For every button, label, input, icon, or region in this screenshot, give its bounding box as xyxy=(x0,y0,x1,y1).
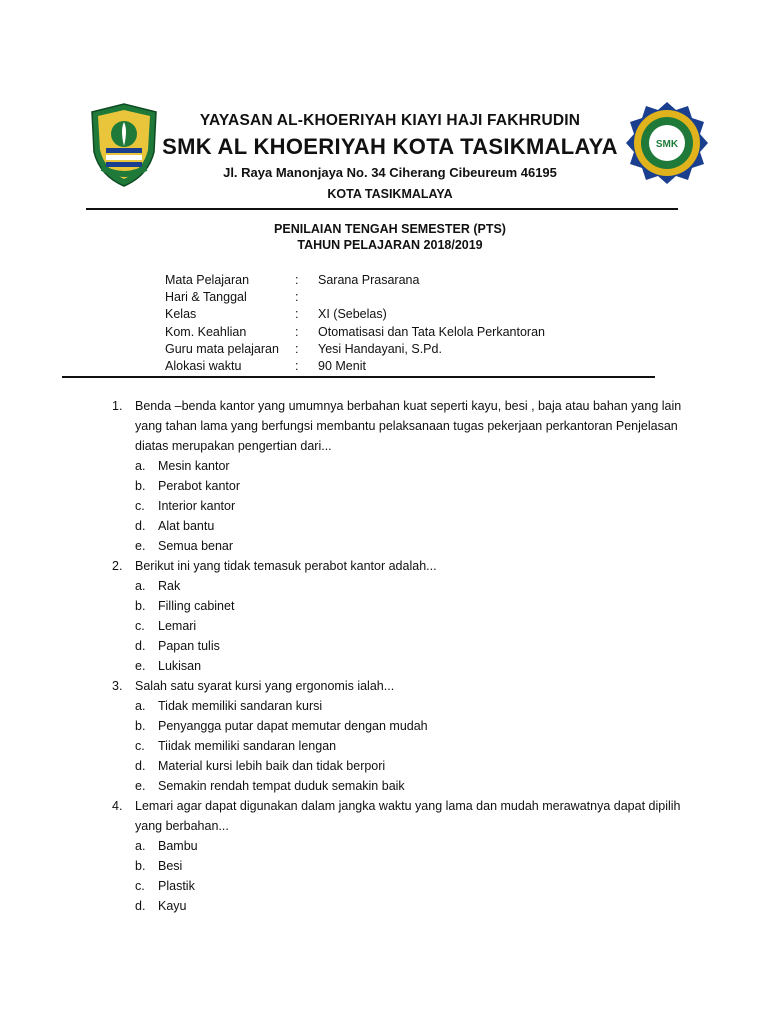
option-text: Bambu xyxy=(158,839,198,853)
option-c xyxy=(112,496,682,516)
exam-year: TAHUN PELAJARAN 2018/2019 xyxy=(297,238,483,252)
option-letter: e. xyxy=(135,539,146,553)
option-text: Papan tulis xyxy=(158,639,220,653)
question-text xyxy=(112,796,682,836)
option-c xyxy=(112,876,682,896)
option-d xyxy=(112,896,682,916)
option-b xyxy=(112,596,682,616)
option-text: Semua benar xyxy=(158,539,234,553)
info-colon: : xyxy=(295,273,299,287)
option-text: Kayu xyxy=(158,899,187,913)
info-colon: : xyxy=(295,341,299,356)
option-text: Perabot kantor xyxy=(158,479,240,493)
question-number: 3. xyxy=(112,679,123,693)
option-d xyxy=(112,756,682,776)
option-text: Tiidak memiliki sandaran lengan xyxy=(158,739,337,753)
option-text: Filling cabinet xyxy=(158,599,235,613)
option-letter: d. xyxy=(135,759,146,773)
option-letter: d. xyxy=(135,639,146,653)
question-number: 4. xyxy=(112,799,123,813)
question-4 xyxy=(112,796,682,916)
question-number: 2. xyxy=(112,559,123,573)
question-text xyxy=(112,676,682,696)
option-letter: b. xyxy=(135,479,146,493)
option-letter: a. xyxy=(135,699,146,713)
option-text: Rak xyxy=(158,579,181,593)
option-b xyxy=(112,856,682,876)
option-e xyxy=(112,536,682,556)
exam-title: PENILAIAN TENGAH SEMESTER (PTS) xyxy=(274,222,506,236)
option-c xyxy=(112,616,682,636)
option-a xyxy=(112,696,682,716)
question-body: Lemari agar dapat digunakan dalam jangka waktu yang lama dan mudah merawatnya dapat dipilih yang berbahan... xyxy=(135,799,681,833)
question-text xyxy=(112,396,682,456)
option-d xyxy=(112,636,682,656)
seal-text: SMK xyxy=(655,139,679,150)
info-colon: : xyxy=(295,324,299,339)
option-e xyxy=(112,656,682,676)
option-letter: c. xyxy=(135,879,145,893)
info-divider xyxy=(62,376,655,378)
option-a xyxy=(112,576,682,596)
question-body: Salah satu syarat kursi yang ergonomis ialah... xyxy=(135,679,395,693)
option-letter: b. xyxy=(135,599,146,613)
info-value: Yesi Handayani, S.Pd. xyxy=(318,341,442,356)
option-text: Tidak memiliki sandaran kursi xyxy=(158,699,323,713)
info-colon: : xyxy=(295,307,299,322)
option-text: Mesin kantor xyxy=(158,459,230,473)
info-label: Hari & Tanggal xyxy=(165,290,247,305)
option-letter: e. xyxy=(135,659,146,673)
option-letter: c. xyxy=(135,499,145,513)
option-letter: d. xyxy=(135,519,146,533)
option-letter: a. xyxy=(135,459,146,473)
option-letter: a. xyxy=(135,839,146,853)
school-city: KOTA TASIKMALAYA xyxy=(327,187,453,201)
header-divider xyxy=(86,208,678,210)
info-colon: : xyxy=(295,358,299,373)
option-letter: d. xyxy=(135,899,146,913)
info-value: Sarana Prasarana xyxy=(318,273,420,287)
school-name: SMK AL KHOERIYAH KOTA TASIKMALAYA xyxy=(162,134,618,159)
option-text: Penyangga putar dapat memutar dengan mudah xyxy=(158,719,428,733)
question-3 xyxy=(112,676,682,796)
question-body: Benda –benda kantor yang umumnya berbahan kuat seperti kayu, besi , baja atau bahan yang lain yang tahan lama yang berfungsi membantu pelaksanaan tugas pekerjaan perkantoran Penjelasan diatas merupakan pengertian dari... xyxy=(135,399,682,453)
question-1 xyxy=(112,396,682,556)
option-text: Lemari xyxy=(158,619,197,633)
option-b xyxy=(112,476,682,496)
option-c xyxy=(112,736,682,756)
option-a xyxy=(112,456,682,476)
option-letter: c. xyxy=(135,739,145,753)
option-letter: e. xyxy=(135,779,146,793)
option-text: Alat bantu xyxy=(158,519,215,533)
west-java-emblem-icon xyxy=(88,102,160,188)
school-address: Jl. Raya Manonjaya No. 34 Ciherang Cibeureum 46195 xyxy=(223,165,557,180)
info-label: Alokasi waktu xyxy=(165,358,242,373)
option-text: Interior kantor xyxy=(158,499,236,513)
info-colon: : xyxy=(295,290,299,305)
question-body: Berikut ini yang tidak temasuk perabot kantor adalah... xyxy=(135,559,437,573)
option-letter: b. xyxy=(135,719,146,733)
option-text: Plastik xyxy=(158,879,195,893)
option-letter: b. xyxy=(135,859,146,873)
info-value: 90 Menit xyxy=(318,358,366,373)
option-letter: a. xyxy=(135,579,146,593)
info-value: Otomatisasi dan Tata Kelola Perkantoran xyxy=(318,324,545,339)
foundation-name: YAYASAN AL-KHOERIYAH KIAYI HAJI FAKHRUDIN xyxy=(199,112,581,129)
info-label: Mata Pelajaran xyxy=(165,273,250,287)
option-text: Lukisan xyxy=(158,659,202,673)
info-label: Guru mata pelajaran xyxy=(165,341,279,356)
question-text xyxy=(112,556,682,576)
info-label: Kom. Keahlian xyxy=(165,324,247,339)
option-text: Besi xyxy=(158,859,183,873)
info-value: XI (Sebelas) xyxy=(318,307,387,322)
school-seal-icon xyxy=(624,100,710,186)
option-d xyxy=(112,516,682,536)
option-letter: c. xyxy=(135,619,145,633)
option-a xyxy=(112,836,682,856)
question-number: 1. xyxy=(112,399,123,413)
question-2 xyxy=(112,556,682,676)
info-label: Kelas xyxy=(165,307,197,322)
question-list xyxy=(112,396,682,916)
option-text: Semakin rendah tempat duduk semakin baik xyxy=(158,779,405,793)
option-b xyxy=(112,716,682,736)
option-text: Material kursi lebih baik dan tidak berpori xyxy=(158,759,386,773)
option-e xyxy=(112,776,682,796)
